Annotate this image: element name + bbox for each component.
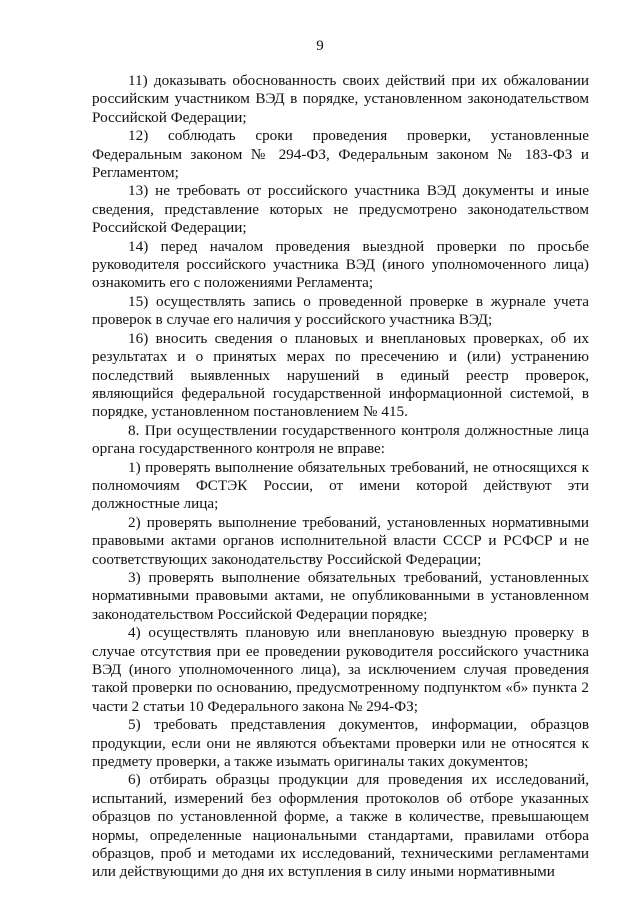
paragraph-prohibition-3: 3) проверять выполнение обязательных требований, установленных нормативными правовыми актами, не опубликованными в установленном законодательством Российской Федерации порядке; (92, 568, 589, 623)
paragraph-prohibition-1: 1) проверять выполнение обязательных требований, не относящихся к полномочиям ФСТЭК России, от имени которой действуют эти должностные лица; (92, 458, 589, 513)
paragraph-item-12: 12) соблюдать сроки проведения проверки, установленные Федеральным законом № 294-ФЗ, Федеральным законом № 183-ФЗ и Регламентом; (92, 127, 589, 182)
paragraph-item-13: 13) не требовать от российского участника ВЭД документы и иные сведения, представление которых не предусмотрено законодательством Российской Федерации; (92, 182, 589, 237)
paragraph-item-11: 11) доказывать обоснованность своих действий при их обжаловании российским участником ВЭД в порядке, установленном законодательством Российской Федерации; (92, 72, 589, 126)
paragraph-section-8: 8. При осуществлении государственного контроля должностные лица органа государственного контроля не вправе: (92, 421, 589, 458)
document-body (92, 72, 589, 882)
paragraph-prohibition-2: 2) проверять выполнение требований, установленных нормативными правовыми актами органов исполнительной власти СССР и РСФСР и не соответствующих законодательству Российской Федерации; (92, 513, 589, 568)
page-number: 9 (316, 38, 324, 54)
paragraph-prohibition-5: 5) требовать представления документов, информации, образцов продукции, если они не являются объектами проверки или не относятся к предмету проверки, а также изымать оригиналы таких документов; (92, 716, 589, 771)
paragraph-prohibition-4: 4) осуществлять плановую или внеплановую выездную проверку в случае отсутствия при ее проведении руководителя российского участника ВЭД (иного уполномоченного лица), за исключением случая проведения такой проверки по основанию, предусмотренному подпунктом «б» пункта 2 части 2 статьи 10 Федерального закона № 294-ФЗ; (92, 624, 589, 715)
paragraph-item-14: 14) перед началом проведения выездной проверки по просьбе руководителя российского участника ВЭД (иного уполномоченного лица) ознакомить его с положениями Регламента; (92, 237, 589, 292)
paragraph-item-15: 15) осуществлять запись о проведенной проверке в журнале учета проверок в случае его наличия у российского участника ВЭД; (92, 292, 589, 329)
paragraph-prohibition-6: 6) отбирать образцы продукции для проведения их исследований, испытаний, измерений без оформления протоколов об отборе указанных образцов по установленной форме, а также в количестве, превышающем нормы, определенные национальными стандартами, правилами отбора образцов, проб и методами их исследований, техническими регламентами или действующими до дня их вступления в силу иными нормативными (92, 771, 589, 881)
paragraph-item-16: 16) вносить сведения о плановых и внеплановых проверках, об их результатах и о принятых мерах по пресечению и (или) устранению последствий выявленных нарушений в единый реестр проверок, являющийся федеральной государственной информационной системой, в порядке, установленном постановлением № 415. (92, 329, 589, 421)
